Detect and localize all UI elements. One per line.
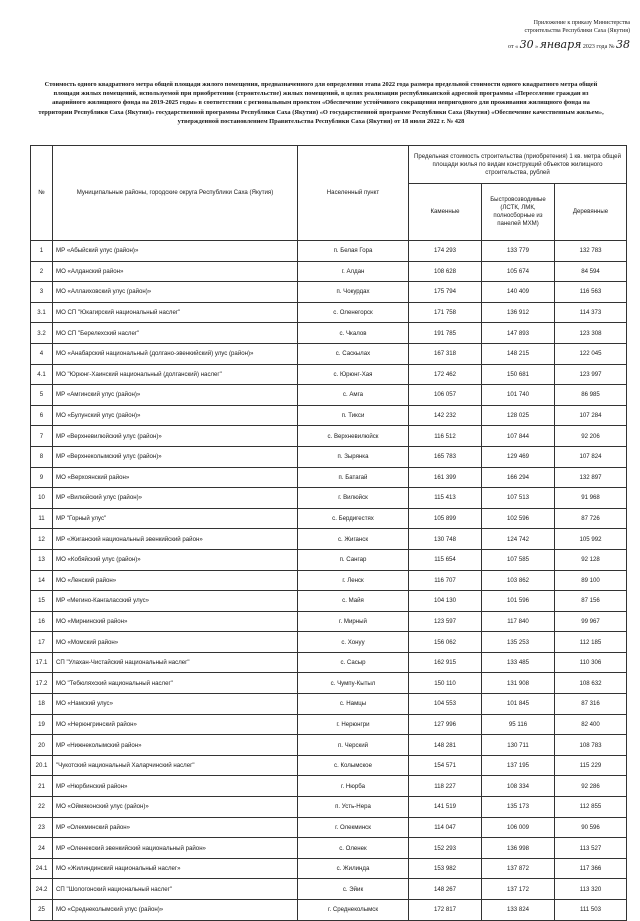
row-number: 3.1 xyxy=(31,302,53,323)
table-row xyxy=(31,364,627,385)
row-district: МР «Верхнеколымский улус (район)» xyxy=(53,446,298,467)
row-wood-price: 113 320 xyxy=(555,879,627,900)
row-number: 3 xyxy=(31,282,53,303)
row-stone-price: 114 047 xyxy=(409,817,482,838)
row-wood-price: 86 985 xyxy=(555,385,627,406)
table-row xyxy=(31,405,627,426)
table-row xyxy=(31,858,627,879)
row-district: МО СП "Берелехский наслег" xyxy=(53,323,298,344)
row-wood-price: 113 527 xyxy=(555,838,627,859)
row-number: 13 xyxy=(31,549,53,570)
table-row xyxy=(31,488,627,509)
row-wood-price: 105 992 xyxy=(555,529,627,550)
row-wood-price: 112 855 xyxy=(555,797,627,818)
table-row xyxy=(31,570,627,591)
row-number: 22 xyxy=(31,797,53,818)
row-stone-price: 148 281 xyxy=(409,735,482,756)
order-date-line xyxy=(470,38,630,51)
row-district: МО «Аллаиховский улус (район)» xyxy=(53,282,298,303)
table-row xyxy=(31,343,627,364)
row-prefab-price: 150 681 xyxy=(482,364,555,385)
row-stone-price: 115 654 xyxy=(409,549,482,570)
row-number: 7 xyxy=(31,426,53,447)
header-wood: Деревянные xyxy=(555,184,627,241)
table-row xyxy=(31,426,627,447)
row-district: МР «Жиганский национальный эвенкийский район» xyxy=(53,529,298,550)
row-stone-price: 148 267 xyxy=(409,879,482,900)
table-row xyxy=(31,817,627,838)
row-prefab-price: 148 215 xyxy=(482,343,555,364)
row-stone-price: 156 062 xyxy=(409,632,482,653)
row-number: 25 xyxy=(31,900,53,921)
row-stone-price: 141 519 xyxy=(409,797,482,818)
row-prefab-price: 108 334 xyxy=(482,776,555,797)
row-settlement: п. Усть-Нера xyxy=(298,797,409,818)
table-row xyxy=(31,529,627,550)
row-prefab-price: 105 674 xyxy=(482,261,555,282)
row-wood-price: 92 286 xyxy=(555,776,627,797)
row-wood-price: 123 997 xyxy=(555,364,627,385)
row-wood-price: 91 968 xyxy=(555,488,627,509)
row-district: МО «Верхоянский район» xyxy=(53,467,298,488)
row-settlement: с. Чкалов xyxy=(298,323,409,344)
row-wood-price: 108 632 xyxy=(555,673,627,694)
table-row xyxy=(31,302,627,323)
row-settlement: с. Саскылах xyxy=(298,343,409,364)
row-settlement: г. Вилюйск xyxy=(298,488,409,509)
document-heading: Стоимость одного квадратного метра общей площади жилого помещения, предназначенного для определения этапа 2022 года размера предельной стоимости одного квадратного метра общей площади жилых помещений, используемой при приобретении (строительстве) жилых помещений, в целях реализации республиканской адресной программы «Переселение граждан из аварийного жилищного фонда на 2019-2025 годы» в соответствии с региональным проектом «Обеспечение устойчивого сокращения непригодного для проживания жилищного фонда на территории Республики Саха (Якутия)» государственной программы Республики Саха (Якутия) «О государственной программе Республики Саха (Якутия) «Обеспечение качественным жильем», утвержденной постановлением Правительства Республики Саха (Якутия) от 18 июля 2022 г. № 428 xyxy=(38,81,604,125)
row-settlement: с. Юрюнг-Хая xyxy=(298,364,409,385)
row-settlement: п. Белая Гора xyxy=(298,241,409,262)
row-wood-price: 90 596 xyxy=(555,817,627,838)
row-wood-price: 107 824 xyxy=(555,446,627,467)
table-row xyxy=(31,611,627,632)
row-number: 11 xyxy=(31,508,53,529)
row-stone-price: 106 057 xyxy=(409,385,482,406)
appendix-line-1: Приложение к приказу Министерства xyxy=(533,20,630,26)
row-district: МО «Анабарский национальный (долгано-эвенкийский) улус (район)» xyxy=(53,343,298,364)
table-row xyxy=(31,714,627,735)
row-prefab-price: 95 116 xyxy=(482,714,555,735)
row-prefab-price: 135 253 xyxy=(482,632,555,653)
row-settlement: г. Нерюнгри xyxy=(298,714,409,735)
row-wood-price: 132 783 xyxy=(555,241,627,262)
row-district: МР «Олекминский район» xyxy=(53,817,298,838)
row-prefab-price: 133 485 xyxy=(482,652,555,673)
row-number: 21 xyxy=(31,776,53,797)
row-wood-price: 111 503 xyxy=(555,900,627,921)
appendix-block xyxy=(470,19,630,51)
row-prefab-price: 124 742 xyxy=(482,529,555,550)
row-district: МО «Нерюнгринский район» xyxy=(53,714,298,735)
row-number: 17.1 xyxy=(31,652,53,673)
row-wood-price: 92 206 xyxy=(555,426,627,447)
row-prefab-price: 107 513 xyxy=(482,488,555,509)
row-district: СП "Улахан-Чистайский национальный наслег" xyxy=(53,652,298,673)
row-prefab-price: 133 824 xyxy=(482,900,555,921)
table-row xyxy=(31,241,627,262)
row-number: 24.1 xyxy=(31,858,53,879)
row-settlement: с. Верхневилюйск xyxy=(298,426,409,447)
row-prefab-price: 136 998 xyxy=(482,838,555,859)
row-number: 3.2 xyxy=(31,323,53,344)
row-stone-price: 162 915 xyxy=(409,652,482,673)
row-district: "Чукотский национальный Халарчинский наслег" xyxy=(53,755,298,776)
row-settlement: п. Зырянка xyxy=(298,446,409,467)
row-prefab-price: 101 845 xyxy=(482,694,555,715)
row-number: 24.2 xyxy=(31,879,53,900)
row-stone-price: 105 899 xyxy=(409,508,482,529)
row-stone-price: 150 110 xyxy=(409,673,482,694)
row-prefab-price: 147 893 xyxy=(482,323,555,344)
year-text: 2023 года № xyxy=(582,44,615,50)
row-district: МР «Оленекский эвенкийский национальный район» xyxy=(53,838,298,859)
row-settlement: п. Тикси xyxy=(298,405,409,426)
row-settlement: г. Олекминск xyxy=(298,817,409,838)
row-wood-price: 114 373 xyxy=(555,302,627,323)
row-prefab-price: 137 872 xyxy=(482,858,555,879)
row-number: 1 xyxy=(31,241,53,262)
row-district: МР «Амгинский улус (район)» xyxy=(53,385,298,406)
row-stone-price: 167 318 xyxy=(409,343,482,364)
row-district: МР «Нижнеколымский район» xyxy=(53,735,298,756)
row-stone-price: 154 571 xyxy=(409,755,482,776)
table-row xyxy=(31,282,627,303)
row-stone-price: 108 628 xyxy=(409,261,482,282)
row-number: 4 xyxy=(31,343,53,364)
row-stone-price: 104 130 xyxy=(409,591,482,612)
row-number: 8 xyxy=(31,446,53,467)
row-settlement: с. Жилинда xyxy=(298,858,409,879)
row-number: 17.2 xyxy=(31,673,53,694)
table-body xyxy=(31,241,627,921)
row-district: МО «Булунский улус (район)» xyxy=(53,405,298,426)
row-district: МО «Мирнинский район» xyxy=(53,611,298,632)
header-price-group: Предельная стоимость строительства (приобретения) 1 кв. метра общей площади жилья по видам конструкций объектов жилищного строительства, рублей xyxy=(409,146,627,184)
row-district: МР «Вилюйский улус (район)» xyxy=(53,488,298,509)
row-settlement: п. Батагай xyxy=(298,467,409,488)
row-stone-price: 116 707 xyxy=(409,570,482,591)
handwritten-month: января xyxy=(539,38,582,51)
row-district: МО СП "Юкагирский национальный наслег" xyxy=(53,302,298,323)
table-row xyxy=(31,755,627,776)
row-prefab-price: 140 409 xyxy=(482,282,555,303)
row-district: МО «Намский улус» xyxy=(53,694,298,715)
table-row xyxy=(31,776,627,797)
table-row xyxy=(31,591,627,612)
header-district: Муниципальные районы, городские округа Республики Саха (Якутия) xyxy=(53,146,298,241)
header-stone: Каменные xyxy=(409,184,482,241)
date-prefix: от « xyxy=(508,44,519,50)
row-wood-price: 82 400 xyxy=(555,714,627,735)
header-settlement: Населенный пункт xyxy=(298,146,409,241)
row-stone-price: 172 462 xyxy=(409,364,482,385)
row-prefab-price: 102 596 xyxy=(482,508,555,529)
row-prefab-price: 107 844 xyxy=(482,426,555,447)
row-settlement: с. Бердигестях xyxy=(298,508,409,529)
row-stone-price: 115 413 xyxy=(409,488,482,509)
row-number: 20.1 xyxy=(31,755,53,776)
table-row xyxy=(31,838,627,859)
row-number: 2 xyxy=(31,261,53,282)
row-district: МР «Абыйский улус (район)» xyxy=(53,241,298,262)
appendix-line-2: строительства Республики Саха (Якутия) xyxy=(524,28,630,34)
table-row xyxy=(31,735,627,756)
row-wood-price: 132 897 xyxy=(555,467,627,488)
row-prefab-price: 133 779 xyxy=(482,241,555,262)
row-settlement: с. Чумпу-Кытыл xyxy=(298,673,409,694)
row-wood-price: 89 100 xyxy=(555,570,627,591)
row-district: МР «Верхневилюйский улус (район)» xyxy=(53,426,298,447)
row-wood-price: 87 726 xyxy=(555,508,627,529)
row-prefab-price: 117 840 xyxy=(482,611,555,632)
header-number: № xyxy=(31,146,53,241)
row-settlement: с. Сасыр xyxy=(298,652,409,673)
row-stone-price: 123 597 xyxy=(409,611,482,632)
row-district: СП "Шологонский национальный наслег" xyxy=(53,879,298,900)
row-settlement: с. Намцы xyxy=(298,694,409,715)
row-prefab-price: 103 862 xyxy=(482,570,555,591)
row-district: МО «Среднеколымский улус (район)» xyxy=(53,900,298,921)
table-row xyxy=(31,797,627,818)
table-row xyxy=(31,694,627,715)
table-row xyxy=(31,900,627,921)
row-prefab-price: 106 009 xyxy=(482,817,555,838)
row-wood-price: 123 308 xyxy=(555,323,627,344)
row-prefab-price: 135 173 xyxy=(482,797,555,818)
row-settlement: с. Колымское xyxy=(298,755,409,776)
row-wood-price: 115 229 xyxy=(555,755,627,776)
table-row xyxy=(31,673,627,694)
row-settlement: с. Оленегорск xyxy=(298,302,409,323)
row-prefab-price: 101 740 xyxy=(482,385,555,406)
row-settlement: г. Алдан xyxy=(298,261,409,282)
row-stone-price: 191 785 xyxy=(409,323,482,344)
row-number: 20 xyxy=(31,735,53,756)
row-district: МО «Жилиндинский национальный наслег» xyxy=(53,858,298,879)
row-settlement: г. Мирный xyxy=(298,611,409,632)
table-row xyxy=(31,508,627,529)
row-prefab-price: 137 195 xyxy=(482,755,555,776)
table-row xyxy=(31,652,627,673)
row-wood-price: 92 128 xyxy=(555,549,627,570)
row-stone-price: 175 794 xyxy=(409,282,482,303)
row-settlement: с. Оленек xyxy=(298,838,409,859)
row-settlement: с. Хонуу xyxy=(298,632,409,653)
row-prefab-price: 131 908 xyxy=(482,673,555,694)
row-stone-price: 171 758 xyxy=(409,302,482,323)
row-number: 18 xyxy=(31,694,53,715)
row-number: 15 xyxy=(31,591,53,612)
table-row xyxy=(31,323,627,344)
row-wood-price: 87 316 xyxy=(555,694,627,715)
row-wood-price: 117 366 xyxy=(555,858,627,879)
row-wood-price: 122 045 xyxy=(555,343,627,364)
row-wood-price: 87 156 xyxy=(555,591,627,612)
row-number: 9 xyxy=(31,467,53,488)
handwritten-order-number: 38 xyxy=(616,38,630,51)
table-row xyxy=(31,549,627,570)
row-stone-price: 174 293 xyxy=(409,241,482,262)
row-district: МР «Нюрбинский район» xyxy=(53,776,298,797)
row-number: 17 xyxy=(31,632,53,653)
row-district: МО «Момский район» xyxy=(53,632,298,653)
row-wood-price: 99 967 xyxy=(555,611,627,632)
row-district: МО «Кобяйский улус (район)» xyxy=(53,549,298,570)
row-prefab-price: 129 469 xyxy=(482,446,555,467)
row-district: МР "Горный улус" xyxy=(53,508,298,529)
header-prefab: Быстровозводимые (ЛСТК, ЛМК, полносборные из панелей МХМ) xyxy=(482,184,555,241)
row-stone-price: 104 553 xyxy=(409,694,482,715)
row-stone-price: 116 512 xyxy=(409,426,482,447)
row-stone-price: 165 783 xyxy=(409,446,482,467)
row-number: 16 xyxy=(31,611,53,632)
row-prefab-price: 130 711 xyxy=(482,735,555,756)
row-prefab-price: 166 294 xyxy=(482,467,555,488)
table-row xyxy=(31,385,627,406)
row-prefab-price: 137 172 xyxy=(482,879,555,900)
row-wood-price: 107 284 xyxy=(555,405,627,426)
row-settlement: г. Среднеколымск xyxy=(298,900,409,921)
row-stone-price: 161 399 xyxy=(409,467,482,488)
row-wood-price: 110 306 xyxy=(555,652,627,673)
row-settlement: с. Жиганск xyxy=(298,529,409,550)
row-number: 10 xyxy=(31,488,53,509)
row-number: 24 xyxy=(31,838,53,859)
row-stone-price: 130 748 xyxy=(409,529,482,550)
row-stone-price: 152 293 xyxy=(409,838,482,859)
row-wood-price: 108 783 xyxy=(555,735,627,756)
price-table xyxy=(30,145,627,921)
row-district: МО «Ленский район» xyxy=(53,570,298,591)
row-number: 12 xyxy=(31,529,53,550)
row-settlement: г. Нюрба xyxy=(298,776,409,797)
row-number: 5 xyxy=(31,385,53,406)
row-settlement: с. Эйик xyxy=(298,879,409,900)
row-number: 23 xyxy=(31,817,53,838)
row-district: МО «Оймяконский улус (район)» xyxy=(53,797,298,818)
row-settlement: с. Майя xyxy=(298,591,409,612)
row-settlement: п. Чокурдах xyxy=(298,282,409,303)
row-stone-price: 142 232 xyxy=(409,405,482,426)
row-number: 19 xyxy=(31,714,53,735)
handwritten-day: 30 xyxy=(519,38,534,51)
table-row xyxy=(31,632,627,653)
row-settlement: п. Сангар xyxy=(298,549,409,570)
row-district: МО "Юрюнг-Хаинский национальный (долганский) наслег" xyxy=(53,364,298,385)
table-row xyxy=(31,261,627,282)
row-settlement: с. Амга xyxy=(298,385,409,406)
row-stone-price: 172 817 xyxy=(409,900,482,921)
table-row xyxy=(31,879,627,900)
table-row xyxy=(31,467,627,488)
row-stone-price: 118 227 xyxy=(409,776,482,797)
date-separator: » xyxy=(535,44,539,50)
row-district: МР «Мегино-Кангаласский улус» xyxy=(53,591,298,612)
row-prefab-price: 101 596 xyxy=(482,591,555,612)
row-stone-price: 153 982 xyxy=(409,858,482,879)
row-wood-price: 112 185 xyxy=(555,632,627,653)
row-prefab-price: 136 912 xyxy=(482,302,555,323)
row-stone-price: 127 996 xyxy=(409,714,482,735)
row-wood-price: 84 594 xyxy=(555,261,627,282)
row-number: 4.1 xyxy=(31,364,53,385)
row-settlement: п. Черский xyxy=(298,735,409,756)
row-prefab-price: 107 585 xyxy=(482,549,555,570)
table-row xyxy=(31,446,627,467)
row-number: 6 xyxy=(31,405,53,426)
row-district: МО "Тебюляхский национальный наслег" xyxy=(53,673,298,694)
row-settlement: г. Ленск xyxy=(298,570,409,591)
row-district: МО «Алданский район» xyxy=(53,261,298,282)
row-prefab-price: 128 025 xyxy=(482,405,555,426)
row-number: 14 xyxy=(31,570,53,591)
row-wood-price: 116 563 xyxy=(555,282,627,303)
